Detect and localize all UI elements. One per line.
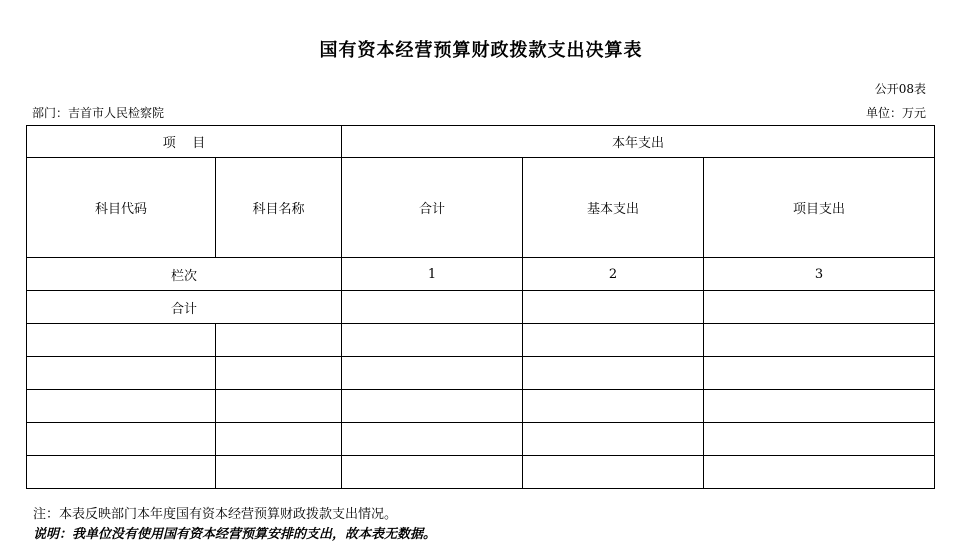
- subject-name-header: 科目名称: [216, 158, 342, 258]
- table-cell: [27, 390, 216, 423]
- table-cell: [27, 423, 216, 456]
- table-cell: [216, 357, 342, 390]
- table-cell: [704, 423, 935, 456]
- table-cell: [27, 324, 216, 357]
- basic-expenditure-header: 基本支出: [523, 158, 704, 258]
- table-row: [27, 357, 935, 390]
- unit-label: 单位：万元: [865, 106, 926, 120]
- total-header: 合计: [342, 158, 523, 258]
- department-label: 部门：吉首市人民检察院: [32, 106, 165, 120]
- total-row-label: 合计: [27, 291, 342, 324]
- header-row-1: [27, 126, 935, 158]
- column-number-label: 栏次: [27, 258, 342, 291]
- expenditure-table: [26, 125, 935, 489]
- table-cell: [523, 324, 704, 357]
- table-cell: [523, 456, 704, 489]
- table-cell: [342, 423, 523, 456]
- table-cell: [27, 456, 216, 489]
- table-cell: [216, 324, 342, 357]
- column-number-1: 1: [342, 258, 523, 291]
- footer-explanation: 说明：我单位没有使用国有资本经营预算安排的支出，故本表无数据。: [33, 527, 437, 542]
- table-cell: [342, 456, 523, 489]
- project-expenditure-header: 项目支出: [704, 158, 935, 258]
- current-year-header-cell: [342, 126, 935, 158]
- report-title: 国有资本经营预算财政拨款支出决算表: [319, 40, 643, 61]
- form-code: 公开08表: [874, 82, 926, 96]
- total-row: [27, 291, 935, 324]
- table-cell: [704, 390, 935, 423]
- table-cell: [523, 423, 704, 456]
- table-row: [27, 324, 935, 357]
- table-cell: [704, 456, 935, 489]
- column-number-row: [27, 258, 935, 291]
- table-row: [27, 456, 935, 489]
- table-cell: [342, 357, 523, 390]
- table-cell: [704, 357, 935, 390]
- column-number-2: 2: [523, 258, 704, 291]
- table-cell: [523, 390, 704, 423]
- table-cell: [523, 357, 704, 390]
- table-cell: [27, 357, 216, 390]
- total-row-total-cell: [342, 291, 523, 324]
- table-row: [27, 423, 935, 456]
- table-cell: [216, 456, 342, 489]
- table-cell: [216, 423, 342, 456]
- table-cell: [216, 390, 342, 423]
- header-row-2: [27, 158, 935, 258]
- table-cell: [342, 390, 523, 423]
- column-number-3: 3: [704, 258, 935, 291]
- table-cell: [704, 324, 935, 357]
- current-year-header: 本年支出: [611, 136, 664, 151]
- project-header: 项 目: [162, 136, 206, 151]
- total-row-project-cell: [704, 291, 935, 324]
- footer-note: 注：本表反映部门本年度国有资本经营预算财政拨款支出情况。: [33, 507, 398, 522]
- subject-code-header: 科目代码: [27, 158, 216, 258]
- table-row: [27, 390, 935, 423]
- project-header-cell: [27, 126, 342, 158]
- table-cell: [342, 324, 523, 357]
- total-row-basic-cell: [523, 291, 704, 324]
